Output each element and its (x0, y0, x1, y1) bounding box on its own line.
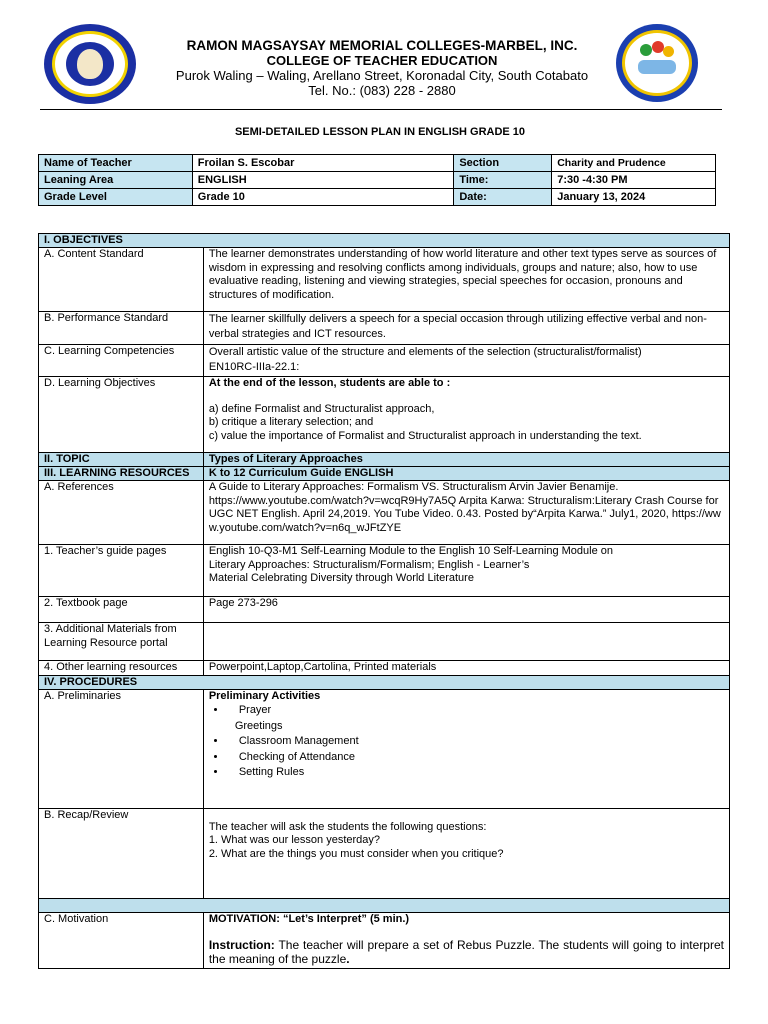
list-item: • Setting Rules (227, 765, 724, 781)
resources-value: K to 12 Curriculum Guide ENGLISH (203, 467, 729, 481)
date-label: Date: (454, 189, 552, 206)
teacher-info-table (38, 154, 716, 206)
address: Purok Waling – Waling, Arellano Street, Koronadal City, South Cotabato (175, 68, 589, 83)
preliminaries-label: A. Preliminaries (39, 689, 204, 808)
resources-label: III. LEARNING RESOURCES (39, 467, 204, 481)
list-item: • Prayer (227, 703, 724, 719)
procedures-heading: IV. PROCEDURES (39, 675, 730, 689)
textbook-label: 2. Textbook page (39, 597, 204, 623)
list-item: • Checking of Attendance (227, 750, 724, 766)
letterhead-text (150, 38, 614, 98)
teachers-guide-text: English 10-Q3-M1 Self-Learning Module to the English 10 Self-Learning Module on Literary Approaches: Structuralism/Formalism; English - Learner’s Material Celebrating Diversity through World Literature (203, 545, 729, 597)
other-resources-label: 4. Other learning resources (39, 661, 204, 676)
additional-materials-label: 3. Additional Materials from Learning Resource portal (39, 623, 204, 661)
competencies-label: C. Learning Competencies (39, 345, 204, 377)
preliminaries-text: Preliminary Activities • Prayer Greetings • Classroom Management • Checking of Attendance • Setting Rules (203, 689, 729, 808)
teacher-education-logo (616, 24, 698, 102)
institution-name: RAMON MAGSAYSAY MEMORIAL COLLEGES-MARBEL, INC. (186, 38, 578, 53)
list-item: Greetings (234, 719, 283, 732)
grade-value: Grade 10 (192, 189, 454, 206)
teacher-label: Name of Teacher (39, 155, 193, 172)
section-label: Section (454, 155, 552, 172)
learning-objectives-text: At the end of the lesson, students are able to : a) define Formalist and Structuralist approach, b) critique a literary selection; and c) value the importance of Formalist and Structuralist approach in understanding the text. (203, 377, 729, 453)
lesson-plan-table (38, 233, 730, 969)
preliminary-activities-list (209, 703, 724, 781)
motivation-label: C. Motivation (39, 912, 204, 968)
objectives-heading: I. OBJECTIVES (39, 234, 730, 248)
grade-label: Grade Level (39, 189, 193, 206)
time-label: Time: (454, 172, 552, 189)
content-standard-text: The learner demonstrates understanding of how world literature and other text types serve as sources of wisdom in expressing and resolving conflicts among individuals, groups and nature; also, how to use evaluative reading, listening and viewing strategies, special speeches for occasion, pronouns and structures of modification. (203, 248, 729, 312)
content-standard-label: A. Content Standard (39, 248, 204, 312)
list-item: • Classroom Management (227, 734, 724, 750)
performance-standard-label: B. Performance Standard (39, 312, 204, 345)
recap-label: B. Recap/Review (39, 808, 204, 898)
phone: Tel. No.: (083) 228 - 2880 (308, 83, 456, 98)
date-value: January 13, 2024 (552, 189, 716, 206)
competencies-text: Overall artistic value of the structure and elements of the selection (structuralist/formalist) EN10RC-IIIa-22.1: (203, 345, 729, 377)
references-label: A. References (39, 481, 204, 545)
section-value: Charity and Prudence (552, 155, 716, 172)
motivation-text: MOTIVATION: “Let’s Interpret” (5 min.) Instruction: The teacher will prepare a set of Rebus Puzzle. The students will going to interpret the meaning of the puzzle. (203, 912, 729, 968)
learning-objectives-label: D. Learning Objectives (39, 377, 204, 453)
time-value: 7:30 -4:30 PM (552, 172, 716, 189)
header-divider (40, 109, 722, 110)
college-seal-logo (44, 24, 136, 104)
teacher-value: Froilan S. Escobar (192, 155, 454, 172)
topic-label: II. TOPIC (39, 453, 204, 467)
performance-standard-text: The learner skillfully delivers a speech for a special occasion through utilizing effective verbal and non-verbal strategies and ICT resources. (203, 312, 729, 345)
recap-text: The teacher will ask the students the following questions: 1. What was our lesson yesterday? 2. What are the things you must consider when you critique? (203, 808, 729, 898)
document-title: SEMI-DETAILED LESSON PLAN IN ENGLISH GRADE 10 (234, 126, 526, 138)
section-spacer-row (39, 898, 730, 912)
area-value: ENGLISH (192, 172, 454, 189)
other-resources-value: Powerpoint,Laptop,Cartolina, Printed materials (203, 661, 729, 676)
textbook-value: Page 273-296 (203, 597, 729, 623)
teachers-guide-label: 1. Teacher’s guide pages (39, 545, 204, 597)
additional-materials-value (203, 623, 729, 661)
college-name: COLLEGE OF TEACHER EDUCATION (266, 53, 498, 68)
references-text: A Guide to Literary Approaches: Formalism VS. Structuralism Arvin Javier Benamije. https://www.youtube.com/watch?v=wcqR9Hy7A5Q Arpita Karwa: Structuralism:Literary Crash Course for UGC NET English. April 24,2019. You Tube Video. 0.43. Posted by“Arpita Karwa.” July1, 2020, https://www.youtube.com/watch?v=n6q_wJFtZYE (203, 481, 729, 545)
letterhead (0, 0, 768, 112)
topic-value: Types of Literary Approaches (203, 453, 729, 467)
area-label: Leaning Area (39, 172, 193, 189)
